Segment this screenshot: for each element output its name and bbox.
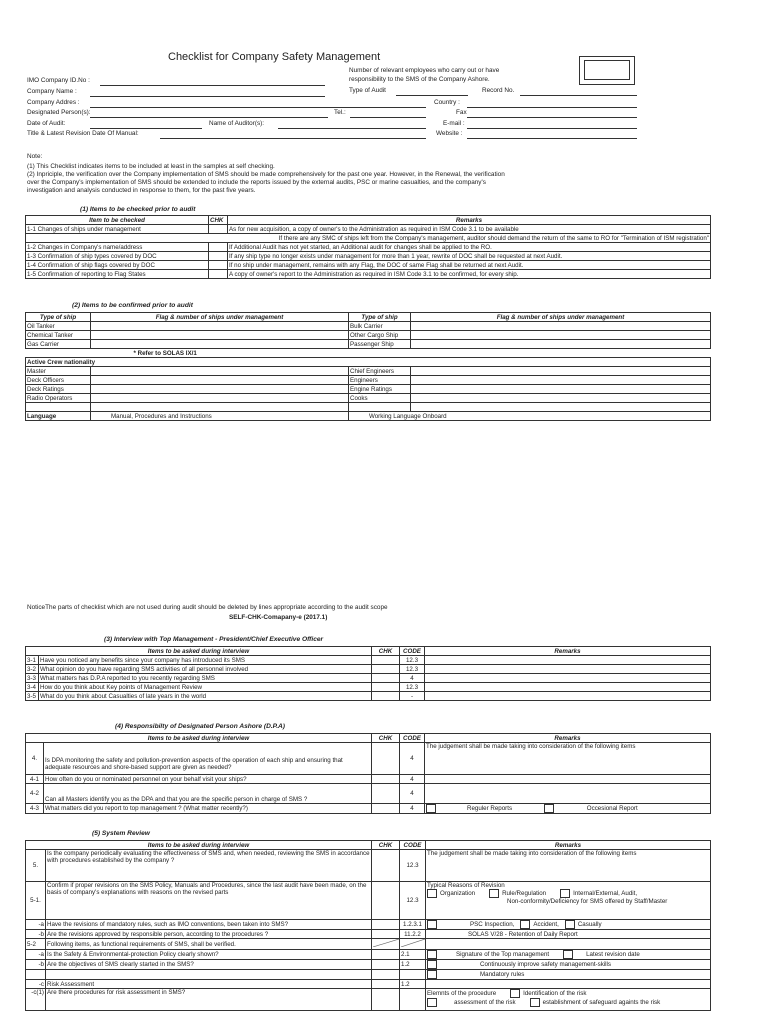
identification-risk-checkbox[interactable] xyxy=(510,989,520,998)
internal-external-label: Internal/External, Audit, xyxy=(573,890,638,898)
date-of-audit-field[interactable] xyxy=(90,128,202,129)
flag-input[interactable] xyxy=(91,322,349,331)
chk-cell[interactable] xyxy=(372,882,400,920)
crew-input[interactable] xyxy=(91,394,349,403)
tel-label: Tel.: xyxy=(334,109,346,116)
row-number: 3-1 xyxy=(26,656,39,665)
table-row-question: Are there procedures for risk assessment in SMS? xyxy=(46,989,372,1011)
country-field[interactable] xyxy=(467,107,637,108)
section-5-table xyxy=(25,840,711,1011)
remarks-cell[interactable] xyxy=(425,656,711,665)
row-number: 3-5 xyxy=(26,692,39,701)
table-row-question: Is DPA monitoring the safety and pollution-prevention aspects of the operation of each ship and ensuring that adequate resources and shore-based support are given as needed? xyxy=(44,743,372,775)
col-header-items: Items to be asked during interview xyxy=(26,734,372,743)
chk-cell[interactable] xyxy=(372,920,400,930)
table-row-question: How often do you or nominated personnel on your behalf visit your ships? xyxy=(44,775,372,784)
chk-cell[interactable] xyxy=(372,656,400,665)
record-no-field[interactable] xyxy=(520,95,637,96)
crew-deck-officers: Deck Officers xyxy=(26,376,91,385)
fax-field[interactable] xyxy=(467,117,637,118)
record-no-label: Record No. xyxy=(482,87,515,94)
col-header-chk: CHK xyxy=(372,734,400,743)
code-cell: 4 xyxy=(400,743,425,775)
table-row-question: Is the company periodically evaluating the effectiveness of SMS and, when needed, reviewing the SMS in accordance with procedures established by the company ? xyxy=(46,850,372,882)
note-label: Note: xyxy=(27,153,43,160)
note-line-1: (1) This Checklist indicates items to be included at least in the samples at self checking. xyxy=(27,163,275,170)
chk-cell[interactable] xyxy=(372,989,400,1011)
col-header-items: Items to be asked during interview xyxy=(26,841,372,850)
company-address-field[interactable] xyxy=(90,107,426,108)
crew-input[interactable] xyxy=(411,394,711,403)
organization-checkbox[interactable] xyxy=(427,889,437,898)
manual-title-label: Title & Latest Revision Date Of Manual: xyxy=(27,130,139,137)
casually-checkbox[interactable] xyxy=(565,920,575,929)
ship-type-oil-tanker: Oil Tanker xyxy=(26,322,91,331)
table-row-question: Can all Masters identify you as the DPA and that you are the specific person in charge of SMS ? xyxy=(44,784,372,804)
table-row-remark: If Additional Audit has not yet started, an Additional audit for changes shall be applied to the RO. xyxy=(228,243,711,252)
row-number: -a xyxy=(26,920,46,930)
remarks-cell: The judgement shall be made taking into consideration of the following items xyxy=(425,743,711,775)
table-row-question: What matters did you report to top management ? (What matter recently?) xyxy=(44,804,372,814)
occasional-report-label: Occesional Report xyxy=(586,805,638,813)
psc-inspection-label: PSC Inspection, xyxy=(470,921,515,929)
typical-reasons-label: Typical Reasons of Revision xyxy=(427,882,505,889)
col-header-chk: CHK xyxy=(372,647,400,656)
row-number: 3-2 xyxy=(26,665,39,674)
assessment-risk-label: assessment of the risk xyxy=(454,999,516,1007)
table-row-item: 1-4 Confirmation of ship flags covered by DOC xyxy=(26,261,209,270)
table-row-item: 1-2 Changes in Company's name/address xyxy=(26,243,209,252)
table-row-question: How do you think about Key points of Management Review xyxy=(39,683,372,692)
code-cell: 11.2.2 xyxy=(400,930,426,939)
crew-input[interactable] xyxy=(91,385,349,394)
designated-persons-label: Designated Person(s): xyxy=(27,109,91,116)
chk-cell[interactable] xyxy=(372,775,400,784)
regular-reports-checkbox[interactable] xyxy=(426,804,436,813)
nonconformity-label: Non-conformity/Deficiency for SMS offered by Staff/Master xyxy=(507,898,668,905)
latest-revision-checkbox[interactable] xyxy=(563,950,573,959)
code-cell: 4 xyxy=(400,784,425,804)
table-row-remark: If no ship under management, remains with any Flag, the DOC of same Flag shall be returned at next Audit. xyxy=(228,261,711,270)
section-4-table xyxy=(25,733,711,814)
form-code: SELF-CHK-Comapany-e (2017.1) xyxy=(229,614,328,621)
code-cell: 1.2 xyxy=(400,980,426,989)
chk-cell[interactable] xyxy=(372,784,400,804)
employee-count-box[interactable] xyxy=(579,56,635,85)
section-3-title: (3) Interview with Top Management - President/Chief Executive Officer xyxy=(104,636,324,643)
fax-label: Fax xyxy=(456,109,467,116)
col-header-chk: CHK xyxy=(209,216,228,225)
country-label: Country : xyxy=(434,99,460,106)
chk-cell[interactable] xyxy=(372,850,400,882)
tel-field[interactable] xyxy=(350,117,426,118)
regular-reports-label: Reguler Reports xyxy=(467,805,513,813)
ship-type-passenger: Passenger Ship xyxy=(349,340,411,349)
table-row-remark: If there are any SMC of ships left from the Company's management, auditor should demand the return of the same to RO for "Termination of ISM registration" xyxy=(26,234,711,243)
company-address-label: Company Addres : xyxy=(27,99,80,106)
mandatory-rules-checkbox[interactable] xyxy=(427,970,437,979)
col-header-chk: CHK xyxy=(372,841,400,850)
code-cell: 4 xyxy=(400,674,425,683)
col-header-item: Item to be checked xyxy=(26,216,209,225)
table-row-question: Are the revisions approved by responsible person, according to the procedures ? xyxy=(46,930,372,939)
psc-inspection-checkbox[interactable] xyxy=(427,920,437,929)
row-number: 4-3 xyxy=(26,804,44,814)
chk-cell[interactable] xyxy=(372,930,400,939)
flag-input[interactable] xyxy=(411,331,711,340)
diagonal-line-icon xyxy=(401,939,425,947)
notice-text: NoticeThe parts of checklist which are not used during audit should be deleted by lines appropriate according to the audit scope xyxy=(27,604,388,611)
imo-company-id-label: IMO Company ID.No : xyxy=(27,77,90,84)
row-number: 5-2 xyxy=(26,939,46,950)
crew-radio-operators: Radio Operators xyxy=(26,394,91,403)
signature-label: Signature of the Top management xyxy=(456,951,550,959)
flag-input[interactable] xyxy=(91,331,349,340)
col-header-flag-2: Flag & number of ships under management xyxy=(411,313,711,322)
code-cell: 2.1 xyxy=(400,950,426,960)
chk-cell[interactable] xyxy=(372,665,400,674)
row-number: 3-3 xyxy=(26,674,39,683)
table-row-remark: A copy of owner's report to the Administration as required in ISM Code 3.1 to be confirmed, for every ship. xyxy=(228,270,711,279)
flag-input[interactable] xyxy=(411,322,711,331)
rule-regulation-checkbox[interactable] xyxy=(489,889,499,898)
identification-risk-label: Identification of the risk xyxy=(523,990,587,998)
chk-cell[interactable] xyxy=(209,243,228,252)
flag-input[interactable] xyxy=(91,340,349,349)
casually-label: Casually xyxy=(577,921,602,929)
diagonal-line-icon xyxy=(373,939,399,947)
chk-cell[interactable] xyxy=(372,939,400,950)
code-cell: 4 xyxy=(400,775,425,784)
manual-title-field[interactable] xyxy=(160,138,426,139)
chk-cell[interactable] xyxy=(209,225,228,234)
col-header-code: CODE xyxy=(400,841,426,850)
solas-reference: * Refer to SOLAS IX/1 xyxy=(133,349,197,357)
signature-checkbox[interactable] xyxy=(427,950,437,959)
chk-cell[interactable] xyxy=(372,683,400,692)
chk-cell[interactable] xyxy=(372,692,400,701)
table-row-item: 1-1 Changes of ships under management xyxy=(26,225,209,234)
col-header-flag: Flag & number of ships under management xyxy=(91,313,349,322)
continuously-improve-checkbox[interactable] xyxy=(427,960,437,969)
auditors-field[interactable] xyxy=(278,128,426,129)
table-row-question: What matters has D.P.A reported to you recently regarding SMS xyxy=(39,674,372,683)
crew-master: Master xyxy=(26,367,91,376)
imo-company-id-field[interactable] xyxy=(100,85,325,86)
table-row-item: 1-5 Confirmation of reporting to Flag States xyxy=(26,270,209,279)
section-3-table xyxy=(25,646,711,701)
crew-input[interactable] xyxy=(411,376,711,385)
chk-cell[interactable] xyxy=(372,804,400,814)
rule-regulation-label: Rule/Regulation xyxy=(502,890,547,898)
mandatory-rules-label: Mandatory rules xyxy=(480,971,525,979)
table-row-question: Have the revisions of mandatory rules, such as IMO conventions, been taken into SMS? xyxy=(46,920,372,930)
accident-label: Accident, xyxy=(533,921,559,929)
latest-revision-label: Latest revision date xyxy=(586,951,640,959)
crew-engineers: Engineers xyxy=(349,376,411,385)
chk-cell[interactable] xyxy=(372,980,400,989)
col-header-code: CODE xyxy=(400,734,425,743)
row-number: -b xyxy=(26,960,46,970)
website-label: Website : xyxy=(436,130,463,137)
table-row-question: What do you think about Casualties of late years in the world xyxy=(39,692,372,701)
col-header-remarks: Remarks xyxy=(426,841,711,850)
col-header-remarks: Remarks xyxy=(425,734,711,743)
table-row-question: Following items, as functional requirements of SMS, shall be verified. xyxy=(46,939,372,950)
remarks-cell[interactable] xyxy=(425,775,711,784)
code-cell: 12.3 xyxy=(400,882,426,920)
crew-chief-engineers: Chief Engineers xyxy=(349,367,411,376)
col-header-type: Type of ship xyxy=(26,313,91,322)
solas-v28-label: SOLAS V/28 - Retention of Daily Report xyxy=(426,930,711,939)
section-5-title: (5) System Review xyxy=(92,830,150,837)
code-cell: - xyxy=(400,692,425,701)
ship-type-bulk-carrier: Bulk Carrier xyxy=(349,322,411,331)
employees-note-2: responsibility to the SMS of the Company Ashore. xyxy=(349,76,490,83)
section-1-table xyxy=(25,215,711,279)
page-title: Checklist for Company Safety Management xyxy=(168,51,381,63)
row-number: 5-1. xyxy=(26,882,46,920)
table-row-question: Confirm if proper revisions on the SMS Policy, Manuals and Procedures, since the last audit have been made, on the basis of company's explanations with reasons on the revised parts xyxy=(46,882,372,920)
crew-input[interactable] xyxy=(411,367,711,376)
chk-cell[interactable] xyxy=(209,261,228,270)
internal-external-checkbox[interactable] xyxy=(560,889,570,898)
row-number: 4-1 xyxy=(26,775,44,784)
ship-type-other-cargo: Other Cargo Ship xyxy=(349,331,411,340)
crew-engine-ratings: Engine Ratings xyxy=(349,385,411,394)
remarks-cell[interactable] xyxy=(425,674,711,683)
row-number: -a xyxy=(26,950,46,960)
revision-reasons-cell xyxy=(426,882,711,920)
organization-label: Organization xyxy=(440,890,476,898)
assessment-risk-checkbox[interactable] xyxy=(427,998,437,1007)
crew-deck-ratings: Deck Ratings xyxy=(26,385,91,394)
date-of-audit-label: Date of Audit: xyxy=(27,120,66,127)
row-number: 3-4 xyxy=(26,683,39,692)
ship-type-gas-carrier: Gas Carrier xyxy=(26,340,91,349)
remarks-cell[interactable] xyxy=(425,665,711,674)
occasional-report-checkbox[interactable] xyxy=(544,804,554,813)
website-field[interactable] xyxy=(467,138,637,139)
row-number: 4. xyxy=(26,743,44,775)
crew-input[interactable] xyxy=(91,367,349,376)
remarks-cell[interactable] xyxy=(425,692,711,701)
chk-cell[interactable] xyxy=(209,270,228,279)
remarks-cell[interactable] xyxy=(425,683,711,692)
working-language-label: Working Language Onboard xyxy=(349,412,711,421)
remarks-cell[interactable] xyxy=(425,784,711,804)
table-row-question: Have you noticed any benefits since your company has introduced its SMS xyxy=(39,656,372,665)
col-header-items: Items to be asked during interview xyxy=(26,647,372,656)
table-row-question: Is the Safety & Environmental-protection Policy clearly shown? xyxy=(46,950,372,960)
employees-note-1: Number of relevant employees who carry out or have xyxy=(349,67,500,74)
section-4-title: (4) Responsibilty of Designated Person Ashore (D.P.A) xyxy=(115,723,286,730)
note-line-3: over the Company's implementation of SMS should be extended to include the reports issued by the external audits, PSC or marine casualties, and the company's xyxy=(27,179,486,186)
chk-cell[interactable] xyxy=(372,950,400,960)
email-field[interactable] xyxy=(467,128,637,129)
table-row-question: Risk Assessment xyxy=(46,980,372,989)
row-number: 5. xyxy=(26,850,46,882)
crew-input[interactable] xyxy=(411,385,711,394)
note-line-2: (2) Inpriciple, the verification over the Company implementation of SMS should be made comprehensively for the past one year. However, in the Renewal, the verification xyxy=(27,171,505,178)
chk-cell[interactable] xyxy=(372,674,400,683)
flag-input[interactable] xyxy=(411,340,711,349)
designated-persons-field[interactable] xyxy=(90,117,328,118)
chk-cell[interactable] xyxy=(372,960,400,970)
remarks-cell[interactable] xyxy=(426,939,711,950)
code-cell: 12.3 xyxy=(400,850,426,882)
chk-cell[interactable] xyxy=(372,743,400,775)
code-cell: 1.2.3.1 xyxy=(400,920,426,930)
table-row-item: 1-3 Confirmation of ship types covered by DOC xyxy=(26,252,209,261)
row-number: -c xyxy=(26,980,46,989)
chk-cell[interactable] xyxy=(209,252,228,261)
note-line-4: investigation and analysis conducted in response to them, for the past five years. xyxy=(27,187,256,194)
code-cell: 12.3 xyxy=(400,656,425,665)
language-label: Language xyxy=(26,412,91,421)
remarks-cell: The judgement shall be made taking into consideration of the following items xyxy=(426,850,711,882)
section-2-title: (2) Items to be confirmed prior to audit xyxy=(72,302,193,309)
establishment-checkbox[interactable] xyxy=(530,998,540,1007)
section-1-title: (1) Items to be checked prior to audit xyxy=(80,206,196,213)
active-crew-heading: Active Crew nationality xyxy=(26,358,711,367)
code-cell: 1.2 xyxy=(400,960,426,970)
crew-cooks: Cooks xyxy=(349,394,411,403)
type-of-audit-field[interactable] xyxy=(396,95,468,96)
col-header-type-2: Type of ship xyxy=(349,313,411,322)
code-cell: 12.3 xyxy=(400,683,425,692)
company-name-field[interactable] xyxy=(90,96,325,97)
table-row-remark: As for new acquisition, a copy of owner's to the Administration as required in ISM Code 3.1 to be available xyxy=(228,225,711,234)
establishment-label: establishment of safeguard againts the risk xyxy=(542,999,661,1007)
elements-procedure-label: Elemnts of the procedure xyxy=(427,990,497,998)
table-row-question: What opinion do you have regarding SMS activities of all personnel involved xyxy=(39,665,372,674)
table-row-remark: If any ship type no longer exists under management for more than 1 year, rewrite of DOC shall be requested at next Audit. xyxy=(228,252,711,261)
accident-checkbox[interactable] xyxy=(520,920,530,929)
row-number: -c(1) xyxy=(26,989,46,1011)
company-name-label: Company Name : xyxy=(27,88,77,95)
section-2-table xyxy=(25,312,711,421)
auditors-label: Name of Auditor(s): xyxy=(209,120,265,127)
col-header-remarks: Remarks xyxy=(425,647,711,656)
ship-type-chemical-tanker: Chemical Tanker xyxy=(26,331,91,340)
email-label: E-mail : xyxy=(443,120,465,127)
code-cell xyxy=(400,989,426,1011)
col-header-remarks: Remarks xyxy=(228,216,711,225)
code-cell: 4 xyxy=(400,804,425,814)
row-number: -b xyxy=(26,930,46,939)
table-row-question: Are the objectives of SMS clearly started in the SMS? xyxy=(46,960,372,970)
col-header-code: CODE xyxy=(400,647,425,656)
remarks-cell[interactable] xyxy=(426,980,711,989)
manual-procedures-label: Manual, Procedures and Instructions xyxy=(91,412,349,421)
continuously-improve-label: Continuously improve safety management-skills xyxy=(480,961,612,969)
row-number: 4-2 xyxy=(26,784,44,804)
crew-input[interactable] xyxy=(91,376,349,385)
code-cell: 12.3 xyxy=(400,665,425,674)
type-of-audit-label: Type of Audit xyxy=(349,87,386,94)
